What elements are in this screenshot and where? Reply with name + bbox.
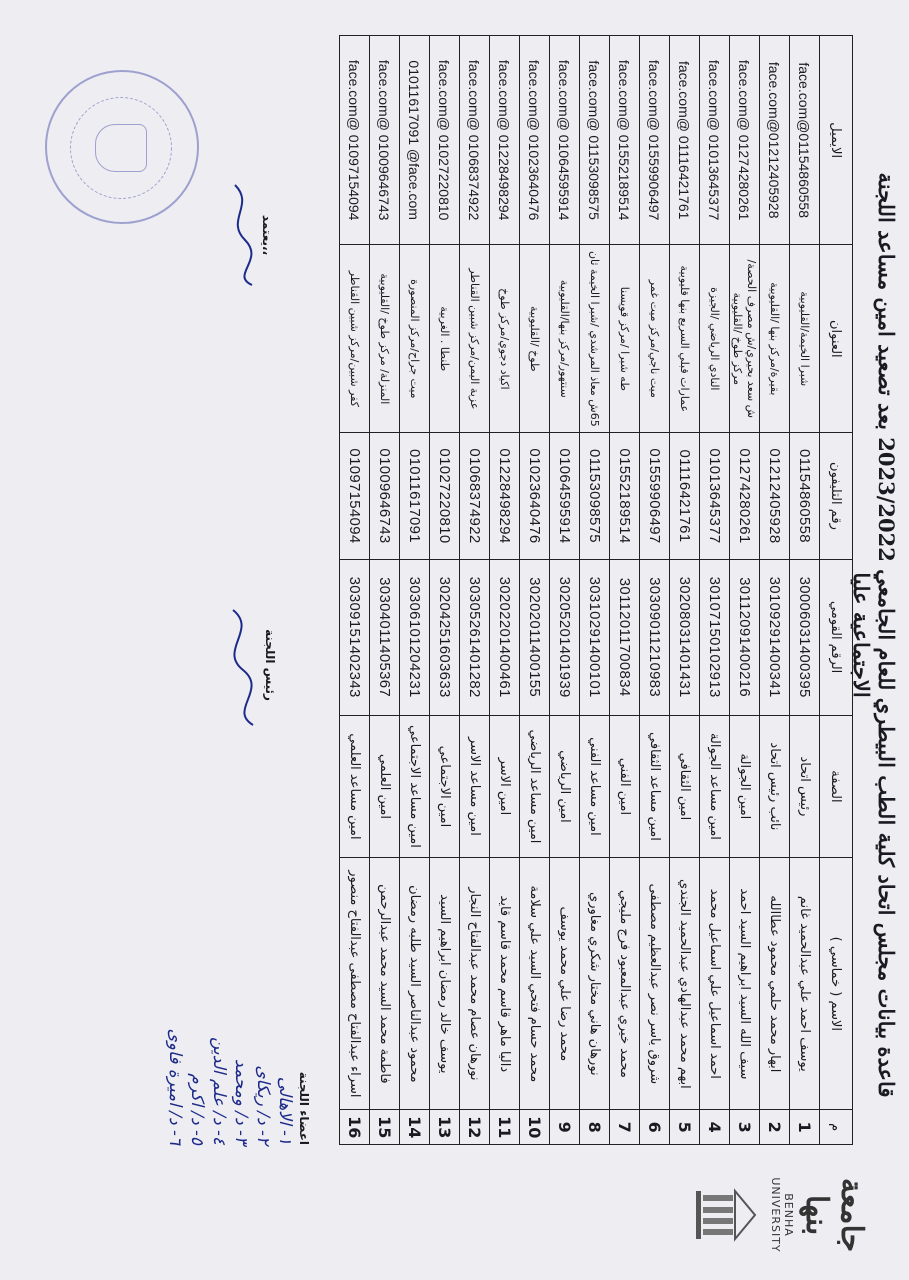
email: face.com@ 01116421761 [670,36,700,245]
phone-number: 01154860558 [790,433,820,559]
national-id: 30006031400395 [790,559,820,715]
phone-number: 01027220810 [430,433,460,559]
member-name: شروق ياسر نصر عبدالعظيم مصطفى [640,858,670,1110]
committee-signature: ٢- د/ ريكاى [253,1065,273,1145]
committee-signature: ٤- د/ علم الدين [209,1037,229,1145]
committee-signature: ٣- د/ ومحمد [231,1058,251,1145]
member-name: محمد حسام فتحي السيد علي سلامة [520,858,550,1110]
header-name: الاسم ( خماسي ) [820,858,853,1110]
email: face.com@ 01064595914 [550,36,580,245]
national-id: 30107150102913 [700,559,730,715]
address: طوخ /القليوبية [520,245,550,433]
header-role: الصفة [820,715,853,858]
national-id: 30306101204231 [400,559,430,715]
national-id: 30112091400216 [730,559,760,715]
table-header-row [820,36,853,1145]
member-role: امين الاسر [490,715,520,858]
header-address: العنوان [820,245,853,433]
phone-number: 01274280261 [730,433,760,559]
address: سنتهور/مركز بنها/القليوبية [550,245,580,433]
national-id: 30109291400341 [760,559,790,715]
row-num: 14 [400,1110,430,1145]
email: face.com@ 01153098575 [580,36,610,245]
email: face.com@ 01228498294 [490,36,520,245]
header-nid: الرقم القومي [820,559,853,715]
email: face.com@01212405928 [760,36,790,245]
national-id: 30305261401282 [460,559,490,715]
phone-number: 01068374922 [460,433,490,559]
phone-number: 01552189514 [610,433,640,559]
row-num: 1 [790,1110,820,1145]
phone-number: 01011617091 [400,433,430,559]
member-name: ابهم محمد عبدالهادي عبدالحميد الجندي [670,858,700,1110]
address: طه شبرا /مركز قويسنا [610,245,640,433]
member-role: امين العلمي [370,715,400,858]
address: شبرا الخيمة/القليوبية [790,245,820,433]
email: face.com@ 01552189514 [610,36,640,245]
phone-number: 01097154094 [340,433,370,559]
committee-signature: ٥- د/ اكرم [187,1073,207,1145]
member-role: امين الثقافي [670,715,700,858]
email: face.com@ 01009646743 [370,36,400,245]
national-id: 30204251603633 [430,559,460,715]
national-id: 30205201401939 [550,559,580,715]
phone-number: 01228498294 [490,433,520,559]
table-row [460,36,490,1145]
address: عمارات قبلي السريع بنها قليوبية [670,245,700,433]
email: face.com@ 01274280261 [730,36,760,245]
member-role: امين مساعد الاجتماعي [400,715,430,858]
address: كفر شبين/مركز شبين القناطر [340,245,370,433]
national-id: 30309151402343 [340,559,370,715]
university-name-en: BENHA UNIVERSITY [769,1177,795,1253]
phone-number: 01559906497 [640,433,670,559]
table-row [580,36,610,1145]
table-row [610,36,640,1145]
table-row [400,36,430,1145]
phone-number: 01153098575 [580,433,610,559]
member-name: نورهان هاني مختار شكري مغاوري [580,858,610,1110]
national-id: 30304011405367 [370,559,400,715]
member-role: امين الفني [610,715,640,858]
national-id: 30202011400155 [520,559,550,715]
row-num: 3 [730,1110,760,1145]
header-num: م [820,1110,853,1145]
address: النادي الرياضي /الجيزة [700,245,730,433]
member-role: امين الاجتماعي [430,715,460,858]
address: طنطا . الغربية [430,245,460,433]
table-row [760,36,790,1145]
national-id: 30202201400461 [490,559,520,715]
member-name: محمود عبدالناصر السيد طلبه رمضان [400,858,430,1110]
address: ميت جراح/مركز المنصورة [400,245,430,433]
approval-signature-icon [220,180,260,290]
address: بقيرة/مركز بنها /القليوبية [760,245,790,433]
member-role: امين مساعد الفني [580,715,610,858]
row-num: 15 [370,1110,400,1145]
email: face.com@ 01023640476 [520,36,550,245]
address: ميت ناجي/مركز ميت غمر [640,245,670,433]
member-role: رئيس اتحاد [790,715,820,858]
table-row [430,36,460,1145]
member-name: يوسف خالد رمضان ابراهيم السيد [430,858,460,1110]
member-name: اسراء عبدالفتاح مصطفى عبدالفتاح منصور [340,858,370,1110]
member-role: امين الرياضي [550,715,580,858]
phone-number: 01009646743 [370,433,400,559]
page-title: قاعدة بيانات مجلس اتحاد كلية الطب البيطري للعام الجامعي 2023/2022 بعد تصعيد امين مساعد اللجنة الاجتماعية عليا [849,172,899,1098]
address: اكياد دجوي/مركز طوخ [490,245,520,433]
row-num: 2 [760,1110,790,1145]
member-name: داليا ماهر قاسم محمد قاسم قايد [490,858,520,1110]
university-name-ar: جامعة بنها [799,1177,869,1253]
member-name: محمد خيري عبدالمعبود فرج مليجي [610,858,640,1110]
chair-signature-icon [213,600,263,730]
email: face.com@ 01013645377 [700,36,730,245]
committee-label: اعضاء اللجنة [297,1071,311,1145]
member-role: امين الجوالة [730,715,760,858]
committee-signature: ٦- د/ اميرة فاوى [165,1028,185,1145]
university-emblem-icon [691,1187,757,1243]
member-name: ابهار محمد حلمي محمود عطاالله [760,858,790,1110]
row-num: 13 [430,1110,460,1145]
phone-number: 01013645377 [700,433,730,559]
member-name: نورهان عصام محمد عبدالفتاح النجار [460,858,490,1110]
member-name: سيف الله السيد ابراهيم السيد احمد [730,858,760,1110]
email: face.com@ 01097154094 [340,36,370,245]
approved-label: يعتمد،، [260,214,274,256]
table-row [790,36,820,1145]
member-role: نائب رئيس اتحاد [760,715,790,858]
table-row [730,36,760,1145]
row-num: 4 [700,1110,730,1145]
table-row [370,36,400,1145]
national-id: 30310291400101 [580,559,610,715]
row-num: 9 [550,1110,580,1145]
row-num: 6 [640,1110,670,1145]
chair-signature-block [209,600,277,730]
official-stamp-icon [45,70,199,224]
member-role: امين مساعد الثقافي [640,715,670,858]
phone-number: 01064595914 [550,433,580,559]
member-name: محمد رضا علي محمد يوسف [550,858,580,1110]
member-role: امين مساعد الرياضي [520,715,550,858]
chair-label: رئيس اللجنة [263,629,277,701]
national-id: 30112011700834 [610,559,640,715]
university-logo [639,1160,869,1270]
row-num: 10 [520,1110,550,1145]
table-row [340,36,370,1145]
phone-number: 01212405928 [760,433,790,559]
members-table [339,35,853,1145]
row-num: 16 [340,1110,370,1145]
row-num: 7 [610,1110,640,1145]
member-role: امين مساعد العلمي [340,715,370,858]
address: عزبة اليمن/مركز شبين القناطر [460,245,490,433]
header-email: الايميل [820,36,853,245]
email: face.com@01154860558 [790,36,820,245]
member-role: امين مساعد الجوالة [700,715,730,858]
phone-number: 01116421761 [670,433,700,559]
row-num: 5 [670,1110,700,1145]
header-phone: رقم التليفون [820,433,853,559]
member-role: امين مساعد الاسر [460,715,490,858]
phone-number: 01023640476 [520,433,550,559]
committee-signatures [165,975,311,1145]
table-row [700,36,730,1145]
email: face.com@ 01559906497 [640,36,670,245]
member-name: فاطمة محمد السيد محمد عبدالرحمن [370,858,400,1110]
address: المنزلة/ مركز طوخ /القليوبية [370,245,400,433]
national-id: 30208031401431 [670,559,700,715]
row-num: 11 [490,1110,520,1145]
email: face.com@ 01027220810 [430,36,460,245]
member-name: يوسف احمد علي عبدالحميد غانم [790,858,820,1110]
email: face.com@ 01068374922 [460,36,490,245]
committee-signature: ١- الاهالى [275,1076,295,1145]
email: 01011617091 @face.com [400,36,430,245]
address: 65ش معاذ المرشدي /شبرا الخيمة ثان [580,245,610,433]
row-num: 12 [460,1110,490,1145]
table-row [640,36,670,1145]
table-row [550,36,580,1145]
address: ش سعد بحيري/ش مصرف الحصة/مركز طوخ /القليوبية [730,245,760,433]
table-row [670,36,700,1145]
member-name: احمد اسماعيل علي اسماعيل محمد [700,858,730,1110]
table-row [520,36,550,1145]
approval-block [216,175,274,295]
national-id: 30309011210983 [640,559,670,715]
table-row [490,36,520,1145]
row-num: 8 [580,1110,610,1145]
